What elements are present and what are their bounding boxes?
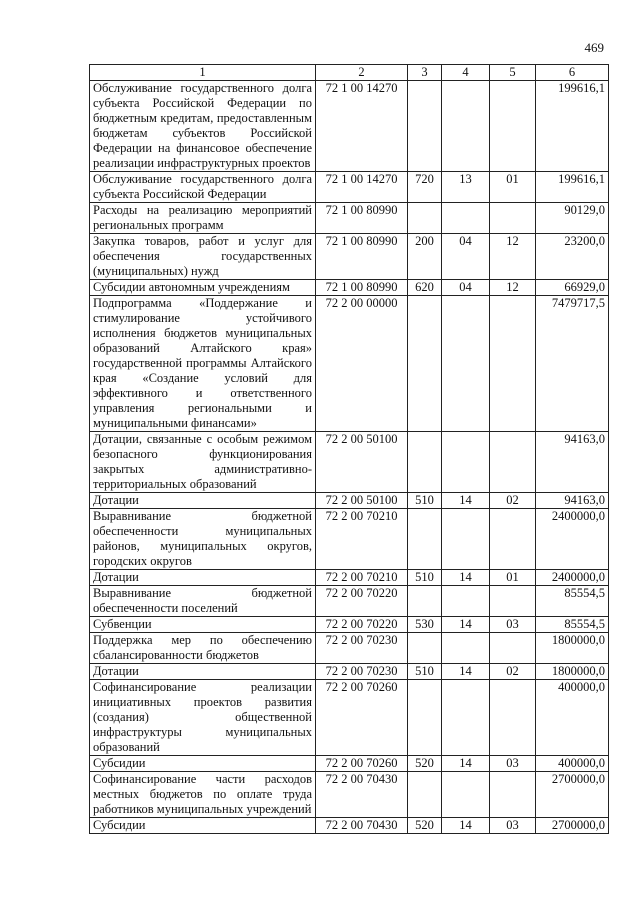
row-amount-cell: 7479717,5 xyxy=(536,296,609,432)
row-section-cell xyxy=(442,81,490,172)
row-code-cell: 72 2 00 70260 xyxy=(316,756,408,772)
row-expense-type-cell xyxy=(408,296,442,432)
row-expense-type-cell xyxy=(408,772,442,818)
row-section-cell xyxy=(442,509,490,570)
row-amount-cell: 23200,0 xyxy=(536,234,609,280)
row-amount-cell: 2400000,0 xyxy=(536,570,609,586)
row-subsection-cell: 03 xyxy=(490,756,536,772)
row-amount-cell: 2400000,0 xyxy=(536,509,609,570)
row-subsection-cell: 12 xyxy=(490,234,536,280)
row-code-cell: 72 1 00 80990 xyxy=(316,280,408,296)
row-subsection-cell xyxy=(490,203,536,234)
row-code-cell: 72 2 00 70210 xyxy=(316,570,408,586)
table-row xyxy=(90,772,609,818)
row-name-cell: Софинансирование части расходов местных бюджетов по оплате труда работников муниципальных учреждений xyxy=(90,772,316,818)
table-row xyxy=(90,664,609,680)
row-name-cell: Закупка товаров, работ и услуг для обеспечения государственных (муниципальных) нужд xyxy=(90,234,316,280)
row-expense-type-cell xyxy=(408,509,442,570)
row-subsection-cell: 12 xyxy=(490,280,536,296)
row-name-cell: Дотации, связанные с особым режимом безопасного функционирования закрытых административно-территориальных образований xyxy=(90,432,316,493)
row-subsection-cell: 01 xyxy=(490,570,536,586)
row-name-cell: Обслуживание государственного долга субъекта Российской Федерации по бюджетным кредитам, предоставленным бюджетам субъектов Российской Федерации на финансовое обеспечение реализации инфраструктурных проектов xyxy=(90,81,316,172)
table-row xyxy=(90,493,609,509)
row-name-cell: Поддержка мер по обеспечению сбалансированности бюджетов xyxy=(90,633,316,664)
row-code-cell: 72 2 00 50100 xyxy=(316,432,408,493)
row-amount-cell: 90129,0 xyxy=(536,203,609,234)
row-code-cell: 72 2 00 00000 xyxy=(316,296,408,432)
row-name-cell: Дотации xyxy=(90,570,316,586)
row-code-cell: 72 1 00 80990 xyxy=(316,203,408,234)
row-section-cell: 14 xyxy=(442,818,490,834)
table-row xyxy=(90,570,609,586)
row-amount-cell: 94163,0 xyxy=(536,432,609,493)
row-name-cell: Субвенции xyxy=(90,617,316,633)
table-row xyxy=(90,203,609,234)
row-section-cell xyxy=(442,772,490,818)
row-section-cell: 04 xyxy=(442,234,490,280)
row-amount-cell: 85554,5 xyxy=(536,586,609,617)
row-name-cell: Выравнивание бюджетной обеспеченности муниципальных районов, муниципальных округов, городских округов xyxy=(90,509,316,570)
row-amount-cell: 94163,0 xyxy=(536,493,609,509)
row-code-cell: 72 2 00 70220 xyxy=(316,617,408,633)
budget-table xyxy=(89,64,609,834)
table-row xyxy=(90,756,609,772)
row-code-cell: 72 2 00 70220 xyxy=(316,586,408,617)
row-name-cell: Выравнивание бюджетной обеспеченности поселений xyxy=(90,586,316,617)
row-section-cell: 14 xyxy=(442,617,490,633)
table-row xyxy=(90,432,609,493)
row-subsection-cell xyxy=(490,633,536,664)
row-code-cell: 72 1 00 14270 xyxy=(316,81,408,172)
column-header: 2 xyxy=(316,65,408,81)
row-section-cell: 14 xyxy=(442,664,490,680)
row-subsection-cell: 03 xyxy=(490,617,536,633)
row-name-cell: Подпрограмма «Поддержание и стимулирование устойчивого исполнения бюджетов муниципальных образований Алтайского края» государственной программы Алтайского края «Создание условий для эффективного и ответственного управления региональными и муниципальными финансами» xyxy=(90,296,316,432)
table-row xyxy=(90,509,609,570)
row-amount-cell: 1800000,0 xyxy=(536,664,609,680)
row-section-cell xyxy=(442,633,490,664)
row-name-cell: Софинансирование реализации инициативных проектов развития (создания) общественной инфраструктуры муниципальных образований xyxy=(90,680,316,756)
row-subsection-cell xyxy=(490,81,536,172)
row-code-cell: 72 2 00 70210 xyxy=(316,509,408,570)
column-header: 3 xyxy=(408,65,442,81)
row-name-cell: Обслуживание государственного долга субъекта Российской Федерации xyxy=(90,172,316,203)
row-subsection-cell: 02 xyxy=(490,493,536,509)
row-name-cell: Расходы на реализацию мероприятий региональных программ xyxy=(90,203,316,234)
header-row xyxy=(90,65,609,81)
row-name-cell: Дотации xyxy=(90,493,316,509)
table-row xyxy=(90,818,609,834)
table-row xyxy=(90,234,609,280)
row-expense-type-cell xyxy=(408,432,442,493)
row-expense-type-cell xyxy=(408,586,442,617)
row-amount-cell: 2700000,0 xyxy=(536,818,609,834)
row-expense-type-cell xyxy=(408,203,442,234)
row-section-cell xyxy=(442,586,490,617)
row-expense-type-cell: 510 xyxy=(408,570,442,586)
table-row xyxy=(90,633,609,664)
row-section-cell xyxy=(442,680,490,756)
row-expense-type-cell: 200 xyxy=(408,234,442,280)
row-subsection-cell: 03 xyxy=(490,818,536,834)
row-expense-type-cell: 510 xyxy=(408,664,442,680)
row-subsection-cell xyxy=(490,296,536,432)
row-name-cell: Субсидии xyxy=(90,818,316,834)
row-amount-cell: 85554,5 xyxy=(536,617,609,633)
table-row xyxy=(90,617,609,633)
row-subsection-cell xyxy=(490,772,536,818)
row-amount-cell: 199616,1 xyxy=(536,81,609,172)
row-section-cell xyxy=(442,203,490,234)
row-amount-cell: 400000,0 xyxy=(536,756,609,772)
row-code-cell: 72 1 00 80990 xyxy=(316,234,408,280)
row-code-cell: 72 2 00 70230 xyxy=(316,633,408,664)
page-number: 469 xyxy=(584,40,604,55)
row-code-cell: 72 2 00 50100 xyxy=(316,493,408,509)
row-section-cell xyxy=(442,432,490,493)
row-subsection-cell: 01 xyxy=(490,172,536,203)
row-expense-type-cell xyxy=(408,633,442,664)
column-header: 4 xyxy=(442,65,490,81)
row-code-cell: 72 2 00 70430 xyxy=(316,818,408,834)
column-header: 6 xyxy=(536,65,609,81)
row-code-cell: 72 2 00 70260 xyxy=(316,680,408,756)
row-amount-cell: 199616,1 xyxy=(536,172,609,203)
row-amount-cell: 1800000,0 xyxy=(536,633,609,664)
row-code-cell: 72 1 00 14270 xyxy=(316,172,408,203)
row-subsection-cell: 02 xyxy=(490,664,536,680)
table-row xyxy=(90,296,609,432)
table-row xyxy=(90,81,609,172)
row-subsection-cell xyxy=(490,680,536,756)
row-expense-type-cell: 520 xyxy=(408,756,442,772)
row-name-cell: Субсидии xyxy=(90,756,316,772)
column-header: 5 xyxy=(490,65,536,81)
column-header: 1 xyxy=(90,65,316,81)
row-section-cell: 14 xyxy=(442,756,490,772)
row-code-cell: 72 2 00 70430 xyxy=(316,772,408,818)
table-row xyxy=(90,586,609,617)
row-name-cell: Субсидии автономным учреждениям xyxy=(90,280,316,296)
row-expense-type-cell: 510 xyxy=(408,493,442,509)
row-expense-type-cell: 530 xyxy=(408,617,442,633)
row-section-cell: 04 xyxy=(442,280,490,296)
row-section-cell: 13 xyxy=(442,172,490,203)
table-row xyxy=(90,680,609,756)
row-name-cell: Дотации xyxy=(90,664,316,680)
table-row xyxy=(90,280,609,296)
row-subsection-cell xyxy=(490,432,536,493)
row-amount-cell: 2700000,0 xyxy=(536,772,609,818)
row-expense-type-cell xyxy=(408,81,442,172)
row-expense-type-cell xyxy=(408,680,442,756)
row-subsection-cell xyxy=(490,509,536,570)
row-code-cell: 72 2 00 70230 xyxy=(316,664,408,680)
row-section-cell xyxy=(442,296,490,432)
row-section-cell: 14 xyxy=(442,570,490,586)
row-expense-type-cell: 620 xyxy=(408,280,442,296)
row-expense-type-cell: 520 xyxy=(408,818,442,834)
table-row xyxy=(90,172,609,203)
row-expense-type-cell: 720 xyxy=(408,172,442,203)
row-section-cell: 14 xyxy=(442,493,490,509)
row-subsection-cell xyxy=(490,586,536,617)
row-amount-cell: 66929,0 xyxy=(536,280,609,296)
row-amount-cell: 400000,0 xyxy=(536,680,609,756)
